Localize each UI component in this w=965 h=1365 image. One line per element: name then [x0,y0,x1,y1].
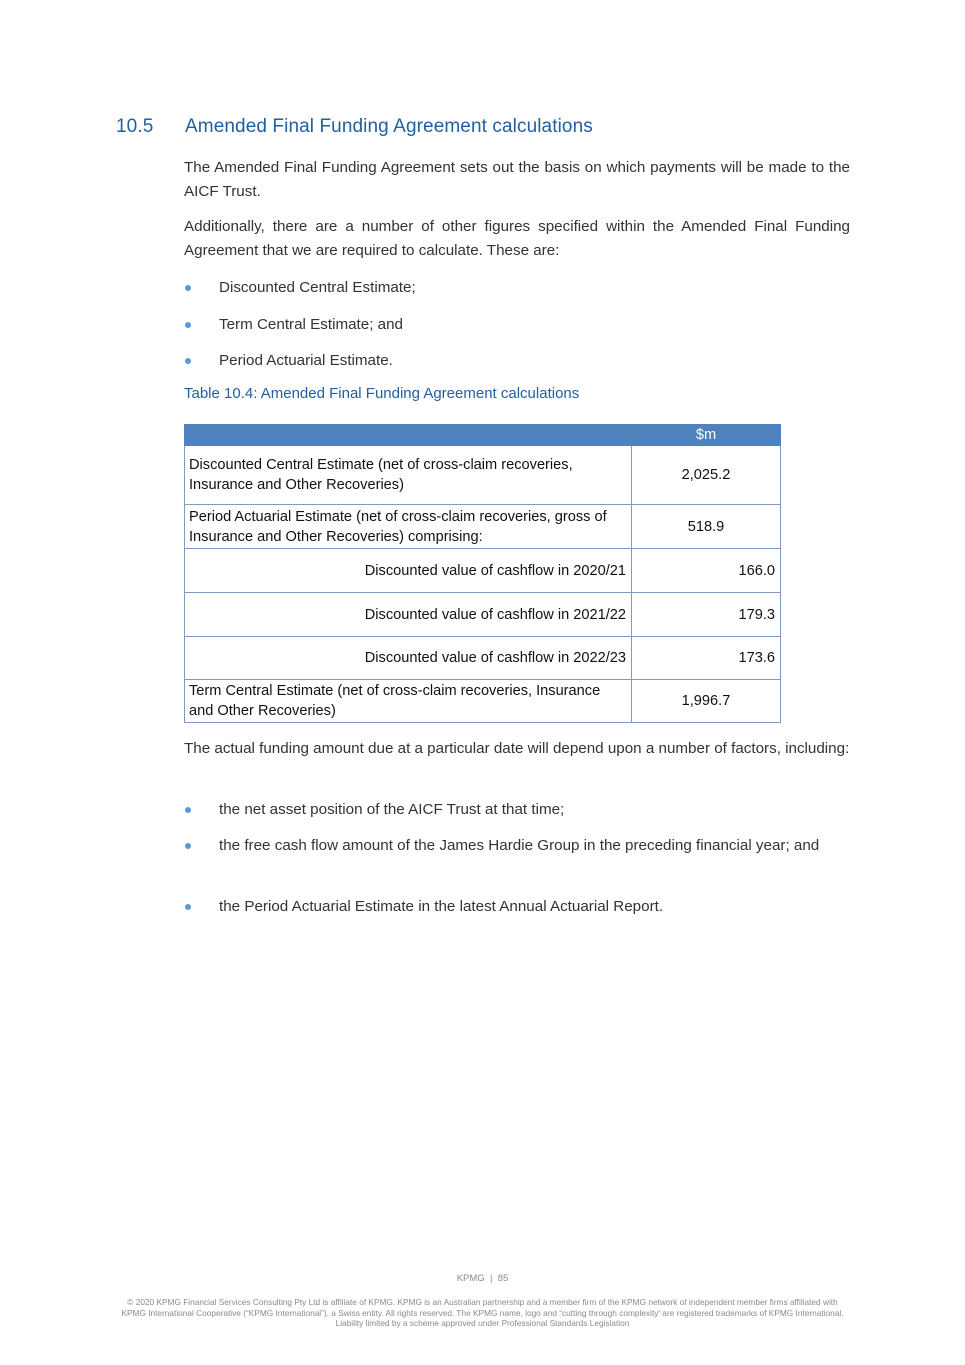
bullet-icon [185,904,191,910]
row-value: 179.3 [632,593,781,637]
bullet-icon [185,807,191,813]
bullet-icon [185,322,191,328]
row-label: Period Actuarial Estimate (net of cross-claim recoveries, gross of Insurance and Other Recoveries) comprising: [185,505,632,549]
row-label: Discounted Central Estimate (net of cross-claim recoveries, Insurance and Other Recoveries) [185,446,632,505]
section-title: Amended Final Funding Agreement calculations [185,116,593,137]
list-item: the free cash flow amount of the James Hardie Group in the preceding financial year; and [184,834,850,882]
row-label: Discounted value of cashflow in 2022/23 [185,637,632,680]
funding-calculations-table [184,424,781,723]
list-item: Period Actuarial Estimate. [184,349,850,373]
paragraph-intro: The Amended Final Funding Agreement sets out the basis on which payments will be made to the AICF Trust. [184,159,850,200]
table-row [185,446,781,505]
paragraph-additional: Additionally, there are a number of other figures specified within the Amended Final Funding Agreement that we are required to calculate. These are: [184,218,850,259]
list-item: the net asset position of the AICF Trust at that time; [184,798,850,822]
row-label: Discounted value of cashflow in 2020/21 [185,549,632,593]
bullet-icon [185,843,191,849]
table-row [185,593,781,637]
list-item: Discounted Central Estimate; [184,276,850,300]
section-number: 10.5 [116,116,154,137]
table-caption: Table 10.4: Amended Final Funding Agreement calculations [184,385,580,402]
row-value: 166.0 [632,549,781,593]
bullet-icon [185,285,191,291]
paragraph-factors: The actual funding amount due at a particular date will depend upon a number of factors, including: [184,740,850,757]
table-row [185,680,781,723]
header-label-cell [185,425,632,446]
row-value: 2,025.2 [632,446,781,505]
legal-notice: © 2020 KPMG Financial Services Consulting Pty Ltd is affiliate of KPMG. KPMG is an Australian partnership and a member firm of the KPMG network of independent member firms affiliated with KPMG International Cooperative (“KPMG International”), a Swiss entity. All rights reserved. The KPMG name, logo and “cutting through complexity' are registered trademarks of KPMG International. Liability limited by a scheme approved under Professional Standards Legislation [121,1297,844,1328]
row-label: Discounted value of cashflow in 2021/22 [185,593,632,637]
list-item: the Period Actuarial Estimate in the latest Annual Actuarial Report. [184,895,850,919]
list-item: Term Central Estimate; and [184,313,850,337]
row-value: 518.9 [632,505,781,549]
table-row [185,505,781,549]
table-header-row [185,425,781,446]
bullet-icon [185,358,191,364]
row-value: 173.6 [632,637,781,680]
table-row [185,549,781,593]
table-row [185,637,781,680]
page-number: KPMG | 85 [456,1273,509,1284]
header-value-cell: $m [632,425,781,446]
row-label: Term Central Estimate (net of cross-claim recoveries, Insurance and Other Recoveries) [185,680,632,723]
row-value: 1,996.7 [632,680,781,723]
